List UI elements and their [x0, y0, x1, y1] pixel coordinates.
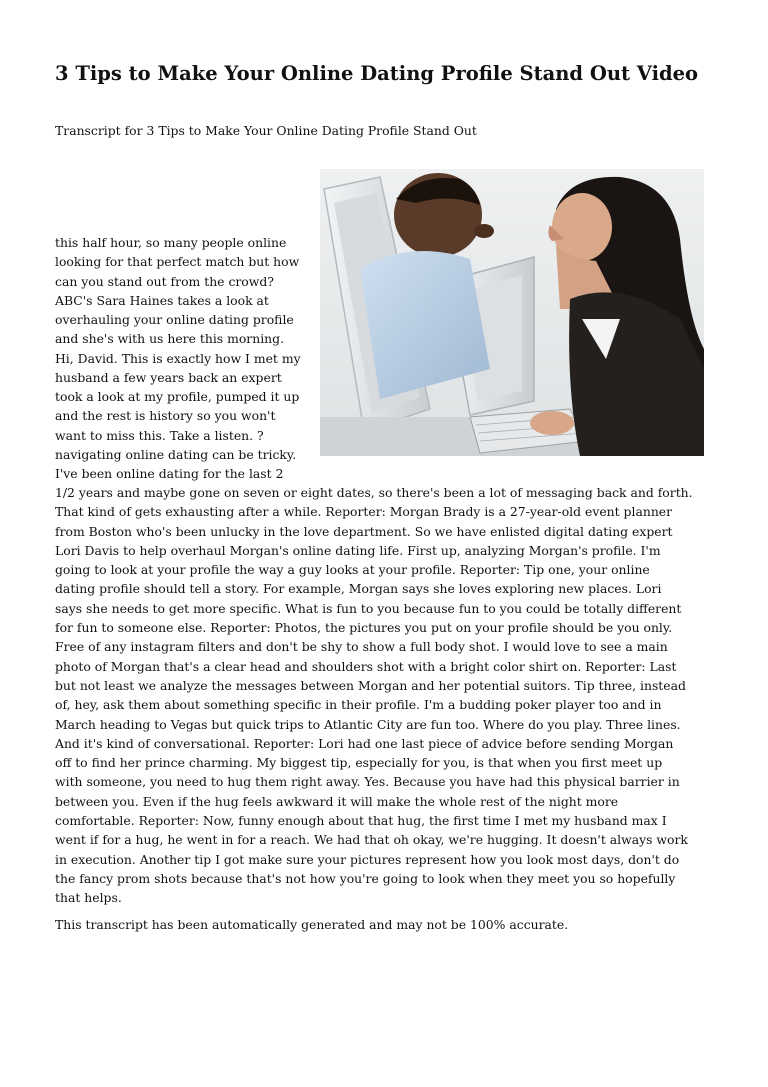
- intro-line: this half hour, so many people online: [55, 235, 287, 250]
- couple-kissing-through-monitors-illustration: [320, 169, 704, 456]
- body-line: with someone, you need to hug them right away. Yes. Because you have had this physical barrier in: [55, 774, 680, 790]
- intro-line: husband a few years back an expert: [55, 369, 282, 385]
- intro-line: looking for that perfect match but how: [55, 254, 300, 270]
- intro-line: ABC's Sara Haines takes a look at: [55, 292, 269, 308]
- body-line: Lori Davis to help overhaul Morgan's online dating life. First up, analyzing Morgan's profile. I'm: [55, 542, 661, 558]
- intro-line: took a look at my profile, pumped it up: [55, 389, 300, 404]
- intro-line: and the rest is history so you won't: [55, 408, 276, 424]
- body-line: for fun to someone else. Reporter: Photos, the pictures you put on your profile should be you only.: [55, 620, 673, 636]
- body-line: the fancy prom shots because that's not how you're going to look when they meet you so hopefully: [55, 870, 676, 886]
- body-line: photo of Morgan that's a clear head and shoulders shot with a bright color shirt on. Reporter: Last: [55, 658, 677, 674]
- intro-line: can you stand out from the crowd?: [55, 273, 274, 289]
- body-line: dating profile should tell a story. For example, Morgan says she loves exploring new places. Lori: [55, 581, 662, 597]
- body-line: And it's kind of conversational. Reporter: Lori had one last piece of advice before sending Morgan: [55, 735, 674, 751]
- intro-line: and she's with us here this morning.: [55, 331, 285, 347]
- body-line: going to look at your profile the way a guy looks at your profile. Reporter: Tip one, your online: [55, 562, 650, 578]
- intro-line: overhauling your online dating profile: [55, 312, 294, 327]
- body-line: off to find her prince charming. My biggest tip, especially for you, is that when you first meet up: [55, 755, 663, 771]
- intro-text-block: [55, 233, 317, 483]
- body-line: but not least we analyze the messages between Morgan and her potential suitors. Tip three, instead: [55, 677, 686, 693]
- body-line: went if for a hug, he went in for a reach. We had that oh okay, we're hugging. It doesn't always work: [55, 832, 688, 848]
- body-line: 1/2 years and maybe gone on seven or eight dates, so there's been a lot of messaging back and forth.: [55, 485, 693, 500]
- body-line: Free of any instagram filters and don't be shy to show a full body shot. I would love to see a main: [55, 639, 668, 655]
- transcript-body: [55, 483, 725, 908]
- body-line: from Boston who's been unlucky in the love department. So we have enlisted digital dating expert: [55, 523, 673, 539]
- body-line: That kind of gets exhausting after a while. Reporter: Morgan Brady is a 27-year-old event planner: [55, 504, 673, 520]
- body-line: that helps.: [55, 890, 122, 906]
- intro-line: Hi, David. This is exactly how I met my: [55, 350, 301, 366]
- transcript-heading: Transcript for 3 Tips to Make Your Online Dating Profile Stand Out: [55, 123, 477, 138]
- intro-line: navigating online dating can be tricky.: [55, 446, 297, 462]
- body-line: says she needs to get more specific. What is fun to you because fun to you could be totally different: [55, 600, 682, 616]
- body-line: March heading to Vegas but quick trips to Atlantic City are fun too. Where do you play. Three lines.: [55, 716, 681, 732]
- page-title: 3 Tips to Make Your Online Dating Profile Stand Out Video: [55, 62, 699, 85]
- intro-line: want to miss this. Take a listen. ?: [55, 427, 264, 443]
- body-line: in execution. Another tip I got make sure your pictures represent how you look most days, don't do: [55, 851, 680, 867]
- intro-line: I've been online dating for the last 2: [55, 466, 284, 481]
- article-photo: [320, 169, 704, 456]
- body-line: of, hey, ask them about something specific in their profile. I'm a budding poker player too and in: [55, 697, 662, 713]
- body-line: comfortable. Reporter: Now, funny enough about that hug, the first time I met my husband max I: [55, 813, 667, 829]
- body-line: between you. Even if the hug feels awkward it will make the whole rest of the night more: [55, 793, 619, 809]
- accuracy-disclaimer: This transcript has been automatically generated and may not be 100% accurate.: [55, 917, 569, 932]
